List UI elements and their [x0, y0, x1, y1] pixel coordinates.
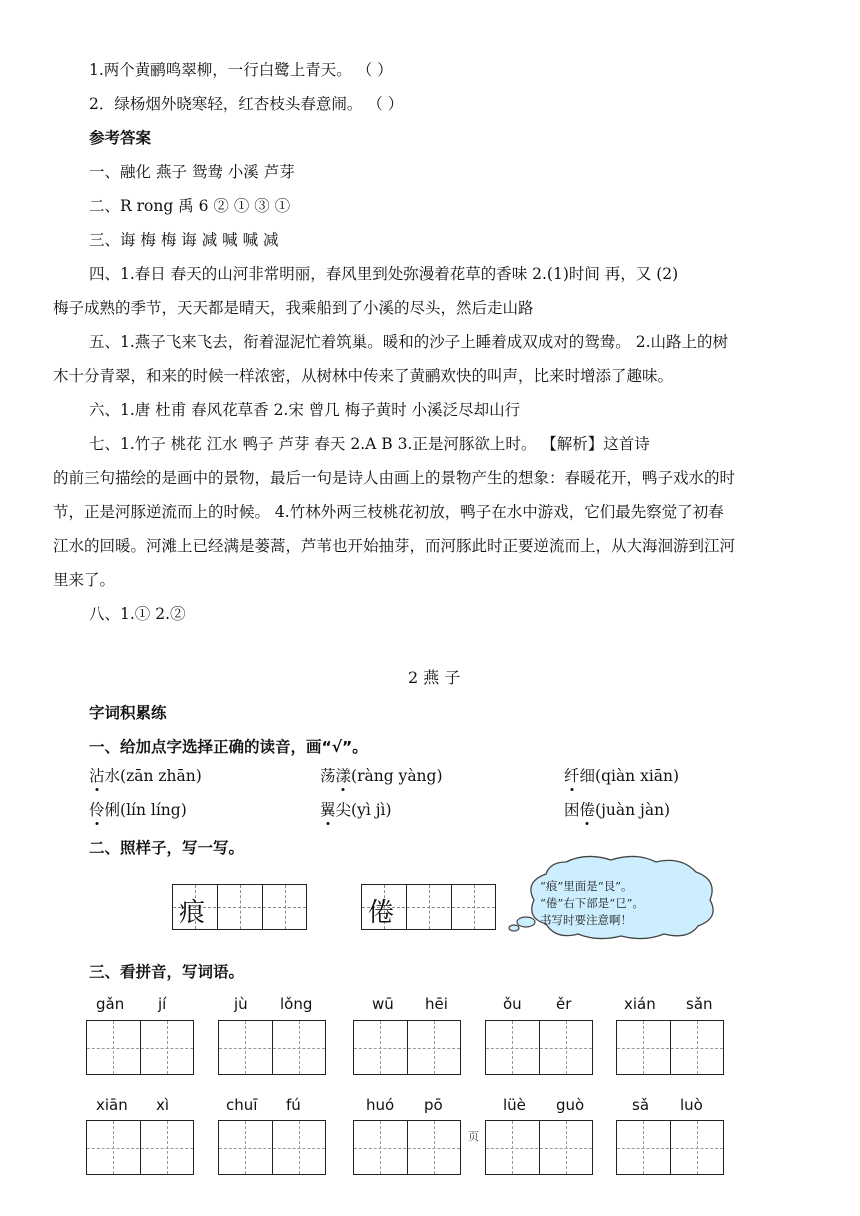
pinyin-choice-5[interactable]	[320, 800, 392, 820]
bubble-line-1: “痕”里面是“艮”。	[540, 879, 633, 893]
writing-grid[interactable]	[353, 1120, 461, 1175]
choice-rest: 俐(lín líng)	[104, 801, 187, 819]
writing-grid[interactable]	[218, 1020, 326, 1075]
copy-grid-1[interactable]	[172, 884, 307, 930]
pinyin: xián	[624, 995, 656, 1013]
pinyin-choice-4[interactable]	[89, 800, 187, 820]
bubble-text	[540, 878, 644, 929]
pinyin: fú	[286, 1096, 301, 1114]
answer-7-line5: 里来了。	[53, 571, 116, 589]
pinyin-choice-1[interactable]	[89, 766, 202, 786]
pinyin-choice-6[interactable]	[564, 800, 670, 820]
pinyin: xì	[156, 1096, 170, 1114]
answer-4-line2: 梅子成熟的季节，天天都是晴天，我乘船到了小溪的尽头，然后走山路	[53, 299, 534, 317]
answer-heading: 参考答案	[89, 129, 152, 147]
pinyin: guò	[556, 1096, 585, 1114]
answer-7-line3: 节，正是河豚逆流而上的时候。 4.竹林外两三枝桃花初放，鸭子在水中游戏，它们最先察觉了初春	[53, 503, 724, 521]
pinyin-choice-2[interactable]	[320, 766, 443, 786]
question-1: 1.两个黄鹂鸣翠柳，一行白鹭上青天。 （ ）	[89, 61, 393, 79]
pinyin: pō	[424, 1096, 443, 1114]
pinyin: lǒng	[280, 995, 313, 1013]
writing-grid[interactable]	[86, 1120, 194, 1175]
choice-rest: 尖(yì jì)	[335, 801, 392, 819]
copy-grid-2[interactable]	[361, 884, 496, 930]
pinyin: lüè	[503, 1096, 526, 1114]
bubble-line-2: “倦”右下部是“㔾”。	[540, 896, 645, 910]
choice-pre: 荡	[320, 767, 336, 785]
bubble-line-3: 书写时要注意啊！	[540, 913, 632, 927]
answer-2: 二、R rong 禹 6 ② ① ③ ①	[89, 197, 291, 215]
pinyin: sǎn	[686, 995, 713, 1013]
answer-5-line1: 五、1.燕子飞来飞去，衔着湿泥忙着筑巢。暖和的沙子上睡着成双成对的鸳鸯。 2.山路上的树	[89, 333, 729, 351]
dotted-char: 翼	[320, 801, 336, 819]
pinyin: luò	[680, 1096, 703, 1114]
writing-grid[interactable]	[218, 1120, 326, 1175]
pinyin: jù	[234, 995, 248, 1013]
question-2: 2．绿杨烟外晓寒轻，红杏枝头春意闹。 （ ）	[89, 95, 404, 113]
dotted-char: 倦	[579, 801, 596, 819]
answer-7-line2: 的前三句描绘的是画中的景物，最后一句是诗人由画上的景物产生的想象：春暖花开，鸭子戏水的时	[53, 469, 736, 487]
pinyin: ěr	[556, 995, 572, 1013]
choice-rest: (juàn jàn)	[595, 801, 671, 819]
answer-4-line1: 四、1.春日 春天的山河非常明丽，春风里到处弥漫着花草的香味 2.(1)时间 再，又 (2)	[89, 265, 679, 283]
answer-3: 三、诲 梅 梅 诲 减 喊 喊 减	[89, 231, 279, 249]
writing-grid[interactable]	[616, 1020, 724, 1075]
pinyin: wū	[372, 995, 394, 1013]
answer-5-line2: 木十分青翠，和来的时候一样浓密，从树林中传来了黄鹂欢快的叫声，比来时增添了趣味。	[53, 367, 674, 385]
s3-title: 三、看拼音，写词语。	[89, 963, 245, 981]
writing-grid[interactable]	[616, 1120, 724, 1175]
answer-1: 一、融化 燕子 鸳鸯 小溪 芦芽	[89, 163, 295, 181]
choice-rest: 水(zān zhān)	[104, 767, 202, 785]
answer-6: 六、1.唐 杜甫 春风花草香 2.宋 曾几 梅子黄时 小溪泛尽却山行	[89, 401, 521, 419]
pinyin: chuī	[226, 1096, 258, 1114]
s1-title: 一、给加点字选择正确的读音，画“√”。	[89, 738, 368, 756]
answer-7-line4: 江水的回暖。河滩上已经满是蒌蒿，芦苇也开始抽芽，而河豚此时正要逆流而上，从大海洄游到江河	[53, 537, 736, 555]
dotted-char: 漾	[335, 767, 352, 785]
pinyin: hēi	[425, 995, 448, 1013]
choice-rest: (ràng yàng)	[351, 767, 443, 785]
example-char-hen: 痕	[179, 898, 206, 928]
pinyin: ǒu	[503, 995, 522, 1013]
pinyin: huó	[366, 1096, 395, 1114]
writing-grid[interactable]	[485, 1120, 593, 1175]
writing-grid[interactable]	[485, 1020, 593, 1075]
dotted-char: 伶	[89, 801, 105, 819]
page-footer: 页	[468, 1130, 479, 1143]
example-char-juan: 倦	[368, 898, 395, 928]
section-title: 字词积累练	[89, 704, 167, 722]
s2-title: 二、照样子，写一写。	[89, 839, 245, 857]
pinyin: gǎn	[96, 995, 125, 1013]
writing-grid[interactable]	[353, 1020, 461, 1075]
pinyin: xiān	[96, 1096, 128, 1114]
dotted-char: 纤	[564, 767, 580, 785]
choice-pre: 困	[564, 801, 580, 819]
writing-grid[interactable]	[86, 1020, 194, 1075]
pinyin: jí	[158, 995, 167, 1013]
choice-rest: 细(qiàn xiān)	[579, 767, 680, 785]
dotted-char: 沾	[89, 767, 105, 785]
pinyin-choice-3[interactable]	[564, 766, 679, 786]
lesson-title: 2 燕 子	[408, 668, 461, 687]
answer-8: 八、1.① 2.②	[89, 605, 186, 623]
answer-7-line1: 七、1.竹子 桃花 江水 鸭子 芦芽 春天 2.A B 3.正是河豚欲上时。 【解析】这首诗	[89, 435, 650, 453]
pinyin: sǎ	[632, 1096, 650, 1114]
